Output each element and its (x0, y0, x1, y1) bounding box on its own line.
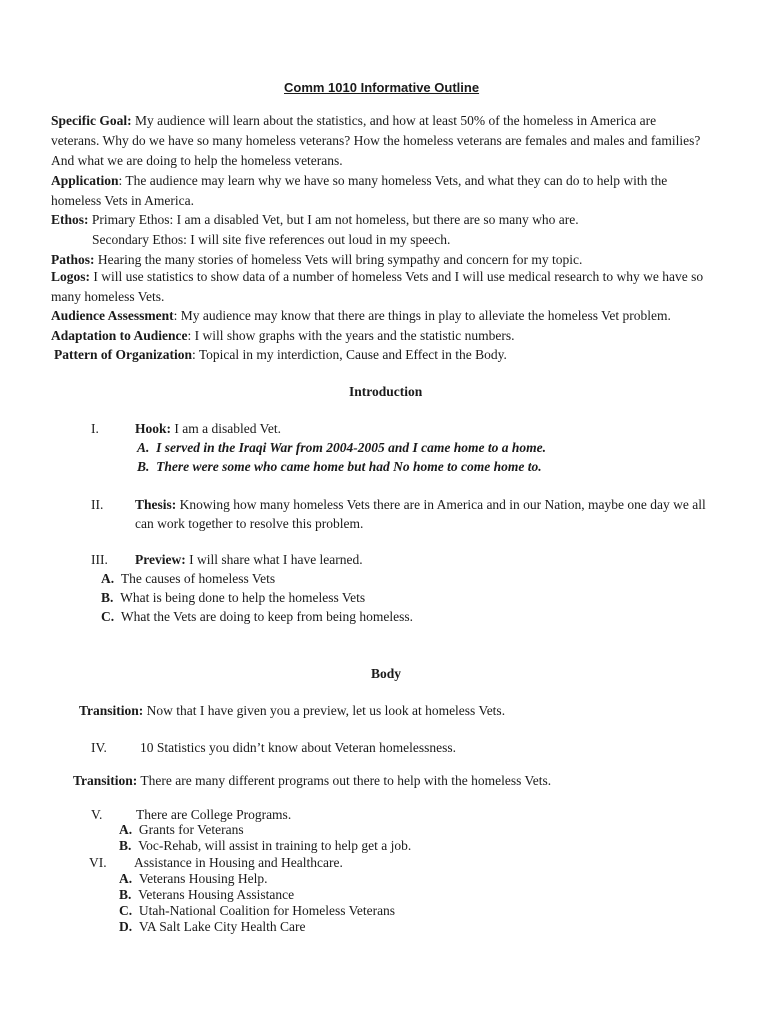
intro-numeral-1: I. (91, 421, 99, 436)
application-line-1 (51, 173, 667, 189)
preview-text: I will share what I have learned. (189, 552, 363, 567)
college-sub-b-letter: B. (119, 838, 132, 853)
pattern-label: Pattern of Organization (54, 347, 192, 362)
housing-sub-d-text: VA Salt Lake City Health Care (138, 919, 306, 934)
body-heading: Body (371, 666, 402, 681)
ethos-primary-text: Primary Ethos: I am a disabled Vet, but I am not homeless, but there are so many who are. (91, 212, 579, 227)
housing-sub-c (119, 903, 395, 919)
body-numeral-vi: VI. (89, 855, 107, 870)
college-sub-a-text: Grants for Veterans (138, 822, 244, 837)
specific-goal-label: Specific Goal: (51, 113, 132, 128)
specific-goal-line-3: And what we are doing to help the homeless veterans. (51, 153, 343, 168)
body-item-iv-text: 10 Statistics you didn’t know about Veteran homelessness. (140, 740, 456, 755)
preview-line (135, 552, 363, 568)
thesis-line-2: can work together to resolve this problem. (135, 516, 364, 531)
college-sub-b (119, 838, 411, 854)
housing-sub-b (119, 887, 294, 903)
pattern-line (54, 347, 507, 363)
ethos-secondary-text: Secondary Ethos: I will site five references out loud in my speech. (92, 232, 451, 247)
application-line-2: homeless Vets in America. (51, 193, 194, 208)
preview-sub-a-letter: A. (101, 571, 115, 586)
preview-sub-b-letter: B. (101, 590, 114, 605)
body-item-v-text: There are College Programs. (136, 807, 292, 822)
adaptation-label: Adaptation to Audience (51, 328, 188, 343)
preview-sub-c (101, 609, 413, 625)
logos-text: I will use statistics to show data of a number of homeless Vets and I will use medical research to why we have so (93, 269, 704, 284)
logos-line-2: many homeless Vets. (51, 289, 165, 304)
preview-label: Preview: (135, 552, 186, 567)
hook-label: Hook: (135, 421, 172, 436)
body-numeral-iv: IV. (91, 740, 107, 755)
housing-sub-d-letter: D. (119, 919, 133, 934)
college-sub-a-letter: A. (119, 822, 133, 837)
pattern-text: : Topical in my interdiction, Cause and Effect in the Body. (191, 347, 507, 362)
body-numeral-v: V. (91, 807, 103, 822)
introduction-heading: Introduction (349, 384, 423, 399)
specific-goal-line-1 (51, 113, 656, 129)
body-item-vi-text: Assistance in Housing and Healthcare. (134, 855, 343, 870)
housing-sub-b-text: Veterans Housing Assistance (138, 887, 295, 902)
hook-text: I am a disabled Vet. (174, 421, 281, 436)
hook-sub-b (137, 459, 542, 475)
housing-sub-d (119, 919, 305, 935)
audience-assessment-label: Audience Assessment (51, 308, 174, 323)
document-title: Comm 1010 Informative Outline (284, 80, 480, 95)
pathos-line (51, 252, 582, 268)
ethos-primary-line (51, 212, 579, 228)
adaptation-line (51, 328, 514, 344)
preview-sub-b-text: What is being done to help the homeless Vets (120, 590, 366, 605)
pathos-label: Pathos: (51, 252, 95, 267)
hook-sub-a-letter: A. (137, 440, 150, 455)
hook-sub-b-text: There were some who came home but had No home to come home to. (156, 459, 542, 474)
intro-numeral-2: II. (91, 497, 104, 512)
preview-sub-c-letter: C. (101, 609, 115, 624)
intro-numeral-3: III. (91, 552, 108, 567)
application-text: : The audience may learn why we have so many homeless Vets, and what they can do to help with the (118, 173, 668, 188)
thesis-text: Knowing how many homeless Vets there are in America and in our Nation, maybe one day we all (179, 497, 706, 512)
transition-1-label: Transition: (79, 703, 144, 718)
housing-sub-c-letter: C. (119, 903, 133, 918)
housing-sub-c-text: Utah-National Coalition for Homeless Veterans (138, 903, 396, 918)
college-sub-a (119, 822, 244, 838)
ethos-label: Ethos: (51, 212, 89, 227)
transition-2-line (73, 773, 551, 789)
hook-sub-a-text: I served in the Iraqi War from 2004-2005 and I came home to a home. (156, 440, 547, 455)
preview-sub-b (101, 590, 365, 606)
preview-sub-a (101, 571, 275, 587)
transition-1-line (79, 703, 505, 719)
preview-sub-a-text: The causes of homeless Vets (120, 571, 276, 586)
hook-sub-a (137, 440, 546, 456)
logos-line-1 (51, 269, 703, 285)
pathos-text: Hearing the many stories of homeless Vets will bring sympathy and concern for my topic. (97, 252, 583, 267)
hook-line (135, 421, 281, 437)
specific-goal-text: My audience will learn about the statistics, and how at least 50% of the homeless in America are (135, 113, 657, 128)
audience-assessment-text: : My audience may know that there are things in play to alleviate the homeless Vet problem. (173, 308, 671, 323)
thesis-label: Thesis: (135, 497, 177, 512)
housing-sub-a (119, 871, 267, 887)
transition-2-label: Transition: (73, 773, 138, 788)
thesis-line-1 (135, 497, 706, 513)
adaptation-text: : I will show graphs with the years and the statistic numbers. (187, 328, 515, 343)
transition-2-text: There are many different programs out there to help with the homeless Vets. (140, 773, 552, 788)
transition-1-text: Now that I have given you a preview, let us look at homeless Vets. (146, 703, 506, 718)
specific-goal-line-2: veterans. Why do we have so many homeless veterans? How the homeless veterans are females and males and families? (51, 133, 701, 148)
hook-sub-b-letter: B. (137, 459, 150, 474)
housing-sub-a-letter: A. (119, 871, 133, 886)
housing-sub-b-letter: B. (119, 887, 132, 902)
housing-sub-a-text: Veterans Housing Help. (138, 871, 268, 886)
preview-sub-c-text: What the Vets are doing to keep from being homeless. (120, 609, 414, 624)
application-label: Application (51, 173, 119, 188)
college-sub-b-text: Voc-Rehab, will assist in training to help get a job. (138, 838, 412, 853)
audience-assessment-line (51, 308, 671, 324)
logos-label: Logos: (51, 269, 91, 284)
